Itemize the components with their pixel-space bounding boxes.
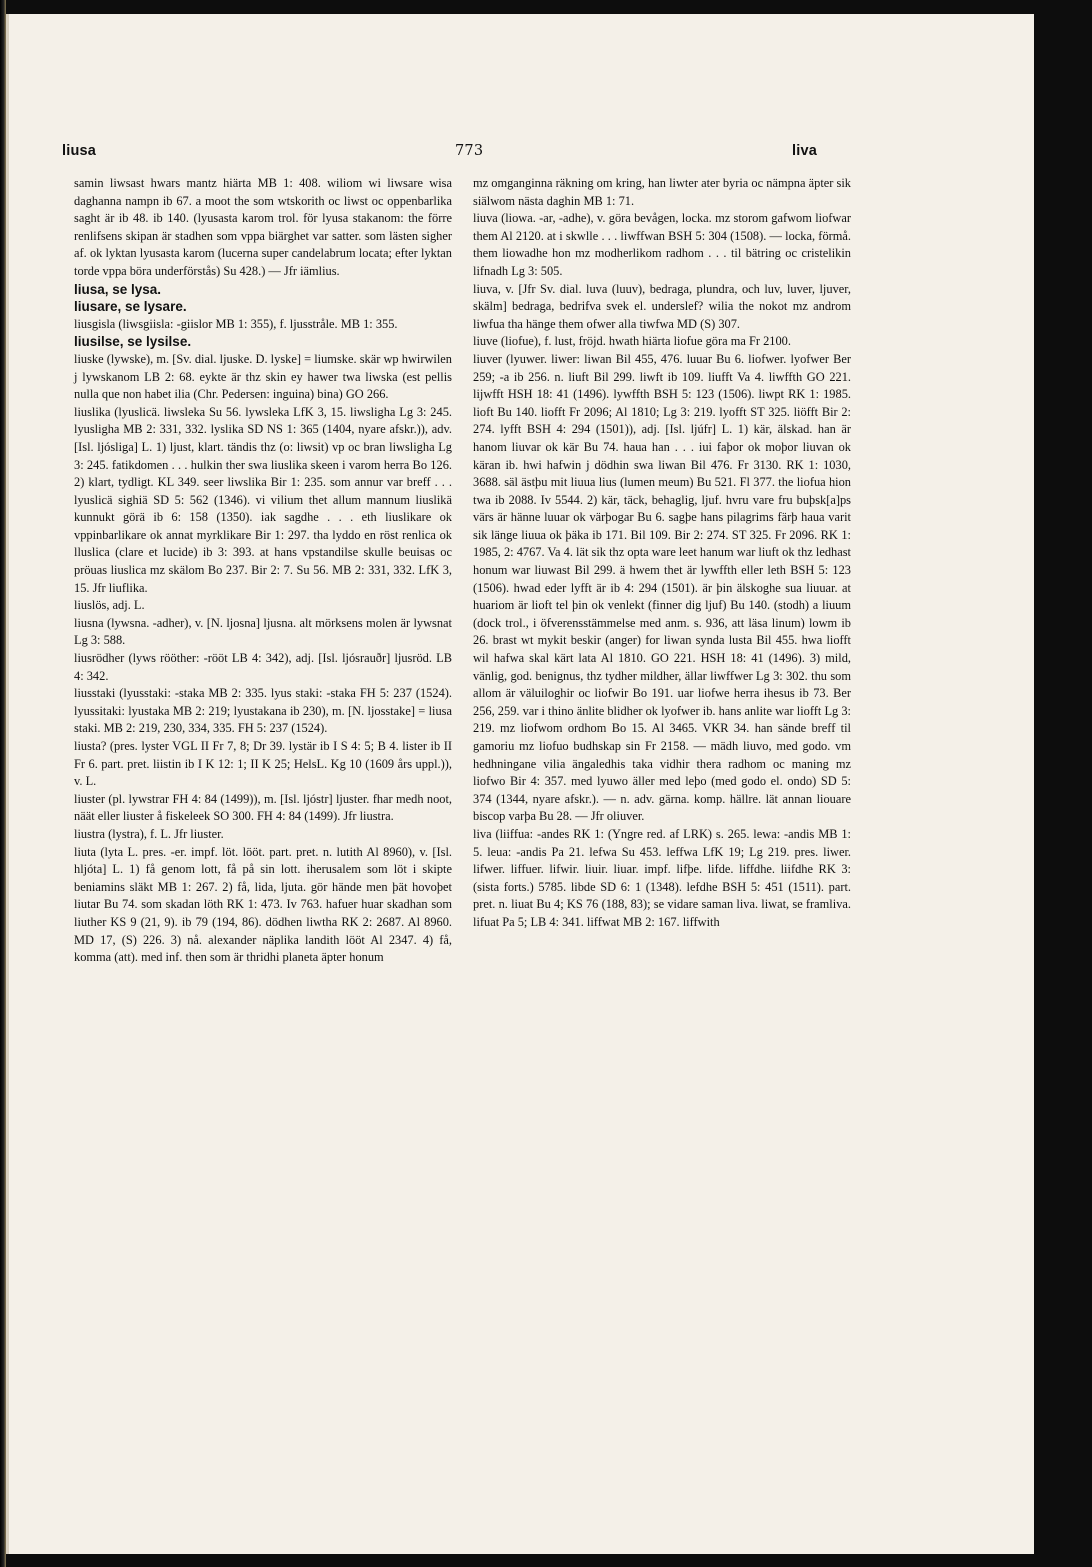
entry-liusna: liusna (lywsna. -adher), v. [N. ljosna] ljusna. alt mörksens molen är lywsnat Lg 3: 588. bbox=[74, 615, 452, 648]
entry-liuta-cont: mz omganginna räkning om kring, han liwter ater byria oc nämpna äpter sik siälwom nästa daghin MB 1: 71. bbox=[473, 176, 851, 208]
entry-liuva-2: liuva, v. [Jfr Sv. dial. luva (luuv), bedraga, plundra, och luv, luver, ljuver, skälm] bedraga, bedrifva svek el. underslef? wilia the nokot mz androm liwfua tha hänge them ofwer alla tiwfwa MD (S) 307. bbox=[473, 281, 851, 331]
entry-liusgisla: liusgisla (liwsgiisla: -giislor MB 1: 355), f. ljusstråle. MB 1: 355. bbox=[74, 316, 398, 331]
entry-liusstaki: liusstaki (lyusstaki: -staka MB 2: 335. lyus staki: -staka FH 5: 237 (1524). lyussitaki: lyustaka MB 2: 219; lyustakana ib 230), m. [N. ljosstake] = liusa staki. MB 2: 219, 230, 334, 335. FH 5: 237 (1524). bbox=[74, 686, 452, 736]
page-number: 773 bbox=[455, 143, 484, 159]
right-column bbox=[473, 175, 851, 932]
entry-liuver: liuver (lyuwer. liwer: liwan Bil 455, 476. luuar Bu 6. liofwer. lyofwer Ber 259; -a ib 256. n. liuft Bil 299. liwft ib 109. liufft Va 4. liwffth GO 221. lijwfft HSH 18: 41 (1496). lywffth BSH 5: 123 (1506). liwpt RK 1: 1985. lioft Bu 140. liofft Fr 2096; Al 1810; Lg 3: 219. lyofft ST 325. liöfft Bir 2: 274. lyfft BSH 4: 294 (1501)), adj. [Isl. ljúfr] L. 1) kär, älskad. han är hanom liuvar ok kär Bu 74. haua han . . . iui faþor ok moþor liuvan ok käran ib. hwi hafwin j dödhin swa liwan Bil 476. Fr 3130. RK 1: 1030, 3688. säl ästþu mit liuua lius (lumen meum) Bu 521. Fl 377. the liofua hion twa ib 2088. Iv 5544. 2) kär, täck, behaglig, ljuf. hvru vare fru buþsk[a]ps värs är hänne luuar ok värþogar Bu 6. sagþe hans pilagrims färþ haua varit sik länge liuua ok þäka ib 171. Bil 109. Bir 2: 274. ST 325. Fr 2096. RK 1: 1985, 2: 4767. Va 4. lät sik thz opta ware leet hanum war liuft ok thz ledhast honum war liuwast Bil 299. ä hwem thet är lywffth eller leth BSH 5: 123 (1506). hwad eder lyfft är ib 4: 294 (1501). är þin älskoghe sua liuuar. at huariom är lioft tel þin ok venlekt (finner dig ljuf) Bu 140. (stodh) a liuum (dock trol., i öfverensstämmelse med anm. s. 936, att läsa linum) lowm ib 26. brast wt mykit beskir (anger) for liwan synda lusta Bil 455. hwa liofft wil hafwa skal kärt lata Al 1810. GO 221. HSH 18: 41 (1496). 3) mild, vänlig, god. benignus, thz tydher mildher, ällar liwffwer Lg 3: 302. thu som allom är väluiloghir oc liofwir Bo 191. uar liofwe herra ihesus ib 73. Ber 256, 259. var i thino änlite blidher ok lyofwer ib. hans anlite war liofft Lg 3: 219. mz liofwom ordhom Bo 15. Al 3465. VKR 34. han sände breff til gamoriu mz liofuo budhskap sin Fr 2158. — mädh liuvo, med godo. vm hedhningane vilia ängaledhis taka vidhir thera radhom oc maning mz liofwo Bir 4: 357. med lyuwo äller med leþo (med godo el. ondo) SD 5: 374 (1344, nyare afskr.). — n. adv. gärna. komp. hällre. lät annan liouare biscop varþa Bu 28. — Jfr oliuver. bbox=[473, 351, 851, 824]
entry-liusa-cont: samin liwsast hwars mantz hiärta MB 1: 408. wiliom wi liwsare wisa daghanna nampn ib 67. a moot the som wtskorith oc liwst oc oppenbarlika saght är ib 48. ib 140. (lyusasta karom trol. för lyusa stakanom: the förre renlifsens skipan är stadhen som vppa biärghet var satter. som lästen sigher af. ok lyktan lyusasta karom (lucerna super candelabrum locata; efter lyktan torde vppa böra underförstås) Su 428.) — Jfr iämlius. bbox=[74, 176, 452, 278]
left-column bbox=[74, 175, 452, 967]
entry-liustra: liustra (lystra), f. L. Jfr liuster. bbox=[74, 826, 224, 841]
running-head-left: liusa bbox=[62, 143, 97, 159]
entry-liusilse: liusilse, se lysilse. bbox=[74, 334, 192, 350]
entry-liuta: liuta (lyta L. pres. -er. impf. löt. lööt. part. pret. n. lutith Al 8960), v. [Isl. hljóta] L. 1) få genom lott, få på sin lott. iherusalem som löt i skipte beniamins släkt MB 1: 267. 2) få, lida, ljuta. gör hände men þät hovoþet liutar Bu 74. som skadan löth RK 1: 473. Iv 763. hafuer huar skadhan som liuther KS 9 (21, 9). ib 79 (194, 86). dödhen liwtha RK 2: 2687. Al 8960. MD 17, (S) 226. 3) nå. alexander näplika landith lööt Al 2347. 4) få, komma (att). med inf. then som är thridhi planeta äpter honum bbox=[74, 844, 452, 965]
entry-liusta: liusta? (pres. lyster VGL II Fr 7, 8; Dr 39. lystär ib I S 4: 5; B 4. lister ib II Fr 6. part. pret. liistin ib I K 12: 1; II K 25; HelsL. Kg 10 (1609 års uppl.)), v. L. bbox=[74, 739, 452, 789]
running-head-right: liva bbox=[792, 143, 817, 159]
entry-liusrodher: liusrödher (lyws rööther: -rööt LB 4: 342), adj. [Isl. ljósrauðr] ljusröd. LB 4: 342. bbox=[74, 651, 452, 683]
entry-liusa: liusa, se lysa. bbox=[74, 281, 162, 297]
entry-liva: liva (liiffua: -andes RK 1: (Yngre red. af LRK) s. 265. lewa: -andis MB 1: 5. leua: -andis Pa 21. lefwa Su 453. leffwa LfK 19; Lg 219. pres. liwer. lifwer. liffuer. lifwir. liuir. liuar. impf. lifþe. lifde. liffdhe. liifdhe RK 3: (sista forts.) 5785. libde SD 6: 1 (1348). lefdhe BSH 5: 451 (1511). part. pret. n. liuat Bu 4; KS 76 (188, 83); se vidare saman liva. liwat, se framliva. lifuat Pa 5; LB 4: 341. liffwat MB 2: 167. liffwith bbox=[473, 826, 851, 929]
entry-liuslos: liuslös, adj. L. bbox=[74, 598, 145, 613]
entry-liuster: liuster (pl. lywstrar FH 4: 84 (1499)), m. [Isl. ljóstr] ljuster. fhar medh noot, näät eller liuster å fiskeleek SO 300. FH 4: 84 (1499). Jfr liustra. bbox=[74, 791, 452, 824]
entry-liuva-1: liuva (liowa. -ar, -adhe), v. göra bevågen, locka. mz storom gafwom liofwar them Al 2120. at i skwlle . . . liwffwan BSH 5: 304 (1508). — locka, förmå. them liowadhe hon mz modherlikom radhom . . . til bätring oc cristelikin lifnadh Lg 3: 505. bbox=[473, 211, 851, 278]
entry-liuslika: liuslika (lyuslicä. liwsleka Su 56. lywsleka LfK 3, 15. liwsligha Lg 3: 245. lyusligha MB 2: 331, 332. lyslika SD NS 1: 365 (1404, nyare afskr.)), adv. [Isl. ljósliga] L. 1) ljust, klart. tändis thz (o: liwsit) vp oc bran liwsligha Lg 3: 245. fatikdomen . . . hulkin ther swa liuslika skeen i varom herra Bo 126. 2) klart, tydligt. KL 349. seer liwslika Bir 1: 235. som annur var breff . . . lyuslicä sighiä SD 5: 562 (1346). vi vilium thet allum mannum liuslikä kunnukt görä ib 6: 158 (1350). iak sagdhe . . . eth liuslikare ok vppinbarlikare ok annat myrklikare Bir 1: 297. tha lyddo en röst renlica ok lluslica (clare et lucide) ib 3: 393. at hans vpstandilse skulle beuisas oc pröuas liuslica mz skälom Bo 237. Bir 2: 7. Su 56. MB 2: 331, 332. LfK 3, 15. Jfr liuflika. bbox=[74, 404, 452, 595]
entry-liusare: liusare, se lysare. bbox=[74, 299, 187, 315]
entry-liuske: liuske (lywske), m. [Sv. dial. ljuske. D. lyske] = liumske. skär wp hwirwilen j lywskanom LB 2: 68. eykte är thz skin ey hawer twa liwska (est pellis nulla que non habet ilia (Chr. Pedersen: inguina) bina) GO 266. bbox=[74, 351, 452, 402]
entry-liuve: liuve (liofue), f. lust, fröjd. hwath hiärta liofue göra ma Fr 2100. bbox=[473, 334, 791, 349]
